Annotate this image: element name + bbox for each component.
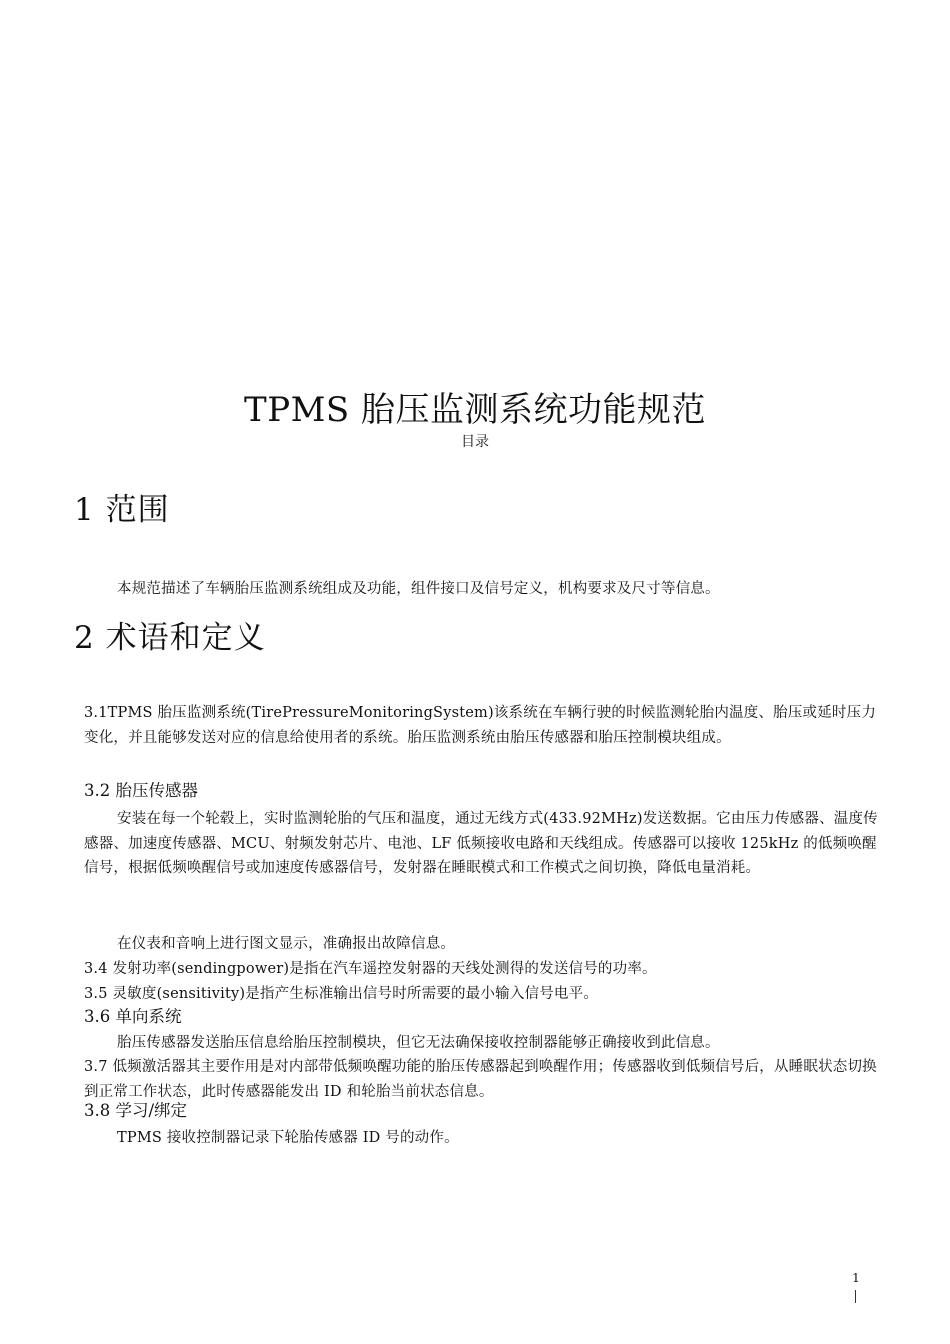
heading-3-6: 3.6 单向系统 — [84, 1007, 182, 1026]
paragraph-3-1: 3.1TPMS 胎压监测系统(TirePressureMonitoringSystem)该系统在车辆行驶的时候监测轮胎内温度、胎压或延时压力变化，并且能够发送对应的信息给使用者的系统。胎压监测系统由胎压传感器和胎压控制模块组成。 — [84, 705, 877, 746]
document-subtitle: 目录 — [461, 434, 489, 450]
paragraph-3-4: 3.4 发射功率(sendingpower)是指在汽车遥控发射器的天线处测得的发送信号的功率。 — [84, 961, 657, 977]
paragraph-3-2: 安装在每一个轮毂上，实时监测轮胎的气压和温度，通过无线方式(433.92MHz)发送数据。它由压力传感器、温度传感器、加速度传感器、MCU、射频发射芯片、电池、LF 低频接收电路和天线组成。传感器可以接收 125kHz 的低频唤醒信号，根据低频唤醒信号或加速度传感器信号，发射器在睡眠模式和工作模式之间切换，降低电量消耗。 — [84, 811, 878, 876]
section-1-heading: 1 范围 — [74, 492, 170, 528]
paragraph-3-7: 3.7 低频激活器其主要作用是对内部带低频唤醒功能的胎压传感器起到唤醒作用；传感器收到低频信号后，从睡眠状态切换到正常工作状态，此时传感器能发出 ID 和轮胎当前状态信息。 — [84, 1059, 877, 1100]
paragraph-3-8: TPMS 接收控制器记录下轮胎传感器 ID 号的动作。 — [117, 1130, 459, 1146]
section-2-heading: 2 术语和定义 — [74, 620, 266, 656]
paragraph-3-6: 胎压传感器发送胎压信息给胎压控制模块，但它无法确保接收控制器能够正确接收到此信息。 — [117, 1035, 720, 1051]
heading-3-8: 3.8 学习/绑定 — [84, 1101, 188, 1120]
paragraph-3-3: 在仪表和音响上进行图文显示，准确报出故障信息。 — [117, 936, 456, 952]
document-title: TPMS 胎压监测系统功能规范 — [244, 390, 706, 430]
heading-3-2: 3.2 胎压传感器 — [84, 781, 198, 800]
section-1-body: 本规范描述了车辆胎压监测系统组成及功能，组件接口及信号定义，机构要求及尺寸等信息。 — [117, 581, 720, 597]
page-number: 1 — [852, 1271, 860, 1285]
page-number-bar — [855, 1290, 856, 1303]
paragraph-3-5: 3.5 灵敏度(sensitivity)是指产生标准输出信号时所需要的最小输入信号电平。 — [84, 986, 599, 1002]
